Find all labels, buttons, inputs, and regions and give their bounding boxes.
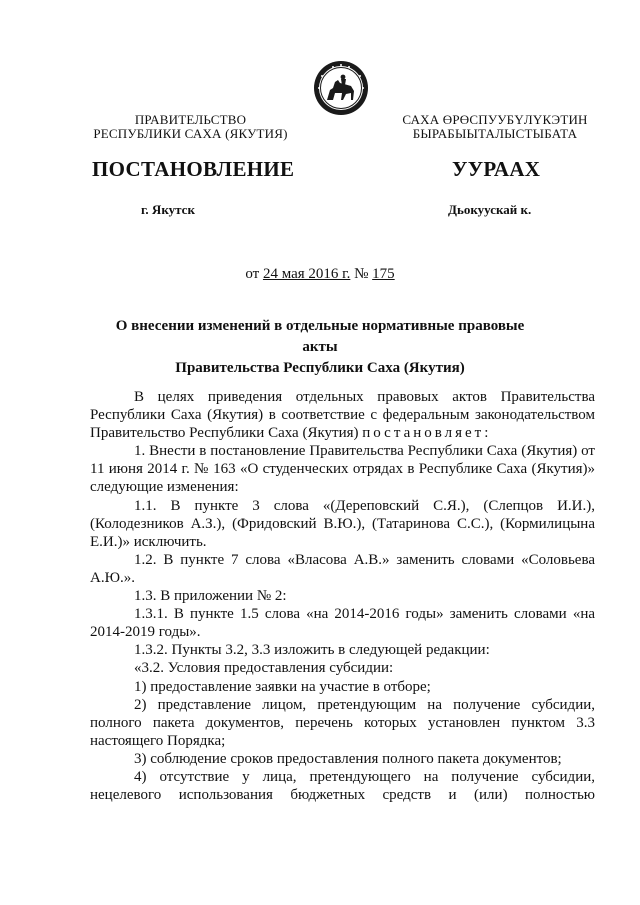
document-date: 24 мая 2016 г. <box>262 266 351 282</box>
paragraph-item-1-3-1: 1.3.1. В пункте 1.5 слова «на 2014-2016 годы» заменить словами «на 2014-2019 годы». <box>90 606 595 641</box>
city-russian: г. Якутск <box>141 202 195 217</box>
paragraph-item-1-3: 1.3. В приложении № 2: <box>134 588 287 605</box>
paragraph-item-1-3-2: 1.3.2. Пункты 3.2, 3.3 изложить в следующей редакции: <box>134 642 490 659</box>
org-right-line1: САХА ӨРӨСПУУБҮЛҮКЭТИН <box>402 112 588 127</box>
paragraph-item-1-2: 1.2. В пункте 7 слова «Власова А.В.» заменить словами «Соловьева А.Ю.». <box>90 551 595 586</box>
preamble-decree-word: постановляет: <box>362 425 492 442</box>
doc-type-russian: ПОСТАНОВЛЕНИЕ <box>92 157 295 181</box>
paragraph-preamble <box>90 388 595 442</box>
paragraph-item-1: 1. Внести в постановление Правительства Республики Саха (Якутия) от 11 июня 2014 г. № 163 «О студенческих отрядах в Республике Саха (Якутия)» следующие изменения: <box>90 443 595 496</box>
city-yakut: Дьокуускай к. <box>448 202 532 217</box>
number-sign: № <box>354 266 369 282</box>
paragraph-condition-4: 4) отсутствие у лица, претендующего на получение субсидии, нецелевого использования бюджетных средств и (или) полностью <box>90 768 595 804</box>
org-left-line2: РЕСПУБЛИКИ САХА (ЯКУТИЯ) <box>93 126 288 141</box>
org-right-line2: БЫРАБЫЫТАЛЫСТЫБАТА <box>412 126 578 141</box>
government-name-russian <box>88 113 293 141</box>
paragraph-condition-1: 1) предоставление заявки на участие в отборе; <box>134 678 431 695</box>
government-name-yakut <box>395 113 595 141</box>
preamble-text: В целях приведения отдельных правовых актов Правительства Республики Саха (Якутия) в соответствие с федеральным законодательством Правительство Республики Саха (Якутия) <box>90 389 595 442</box>
document-title <box>110 316 530 379</box>
document-number: 175 <box>372 266 395 282</box>
title-line2: Правительства Республики Саха (Якутия) <box>175 360 465 376</box>
doc-type-yakut: УУРААХ <box>452 157 541 181</box>
paragraph-condition-3: 3) соблюдение сроков предоставления полного пакета документов; <box>134 750 562 767</box>
date-number-line <box>0 266 640 283</box>
org-left-line1: ПРАВИТЕЛЬСТВО <box>134 112 247 127</box>
paragraph-condition-2: 2) представление лицом, претендующим на получение субсидии, полного пакета документов, перечень которых установлен пунктом 3.3 настоящего Порядка; <box>90 696 595 749</box>
document-body <box>90 388 595 804</box>
paragraph-item-3-2: «3.2. Условия предоставления субсидии: <box>134 660 394 677</box>
coat-of-arms-emblem <box>313 60 369 116</box>
paragraph-item-1-1: 1.1. В пункте 3 слова «(Дереповский С.Я.), (Слепцов И.И.), (Колодезников А.З.), (Фридовский В.Ю.), (Татаринова С.С.), (Кормилицына Е.И.)» исключить. <box>90 497 595 550</box>
title-line1: О внесении изменений в отдельные нормативные правовые акты <box>115 318 525 355</box>
date-prefix: от <box>245 266 260 282</box>
